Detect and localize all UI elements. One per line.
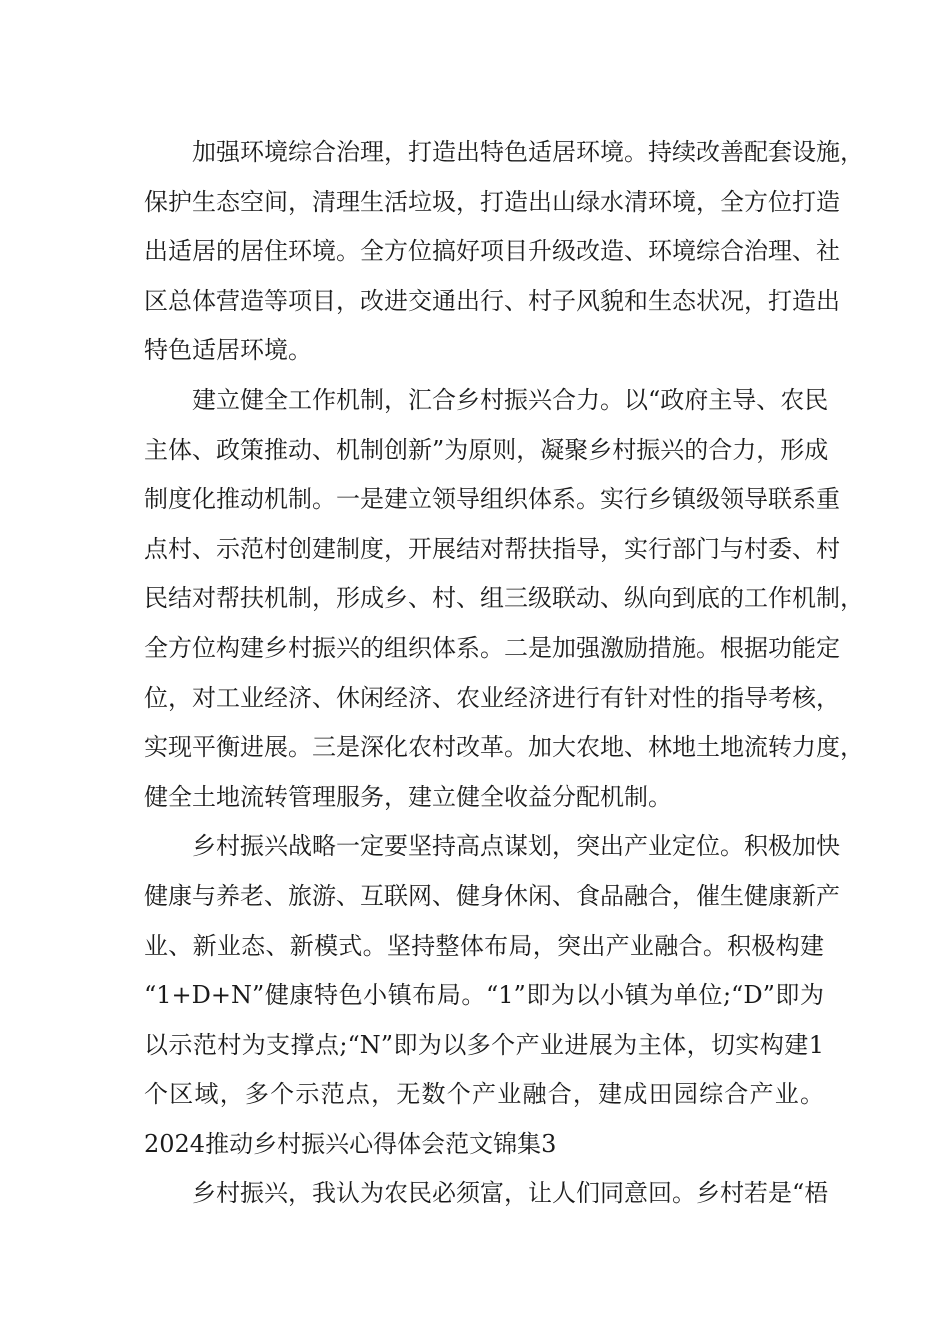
text-line: 民结对帮扶机制，形成乡、村、组三级联动、纵向到底的工作机制， [144, 584, 864, 613]
paragraph-industry-planning [144, 822, 840, 1120]
text-line: 乡村振兴战略一定要坚持高点谋划，突出产业定位。积极加快 [192, 832, 840, 861]
text-line: 加强环境综合治理，打造出特色适居环境。持续改善配套设施， [192, 138, 864, 166]
text-line: 建立健全工作机制，汇合乡村振兴合力。以“政府主导、农民 [192, 385, 829, 414]
text-line: 位，对工业经济、休闲经济、农业经济进行有针对性的指导考核， [144, 683, 840, 712]
text-line: 主体、政策推动、机制创新”为原则，凝聚乡村振兴的合力，形成 [144, 435, 829, 464]
text-line: 出适居的居住环境。全方位搞好项目升级改造、环境综合治理、社 [144, 237, 840, 266]
text-line: 业、新业态、新模式。坚持整体布局，突出产业融合。积极构建 [144, 931, 824, 960]
text-line: 健全土地流转管理服务，建立健全收益分配机制。 [144, 782, 672, 811]
paragraph-farmers-prosper [144, 1169, 829, 1219]
text-line: 个区域，多个示范点，无数个产业融合，建成田园综合产业。 [144, 1080, 824, 1109]
text-line: 点村、示范村创建制度，开展结对帮扶指导，实行部门与村委、村 [144, 534, 840, 563]
text-line: “1+D+N”健康特色小镇布局。“1”即为以小镇为单位;“D”即为 [144, 981, 824, 1010]
text-line: 实现平衡进展。三是深化农村改革。加大农地、林地土地流转力度， [144, 733, 864, 762]
paragraph-environment [144, 128, 864, 376]
text-line: 区总体营造等项目，改进交通出行、村子风貌和生态状况，打造出 [144, 286, 840, 315]
text-line: 保护生态空间，清理生活垃圾，打造出山绿水清环境，全方位打造 [144, 187, 840, 216]
section-heading: 2024推动乡村振兴心得体会范文锦集3 [144, 1129, 557, 1158]
text-line: 制度化推动机制。一是建立领导组织体系。实行乡镇级领导联系重 [144, 485, 840, 514]
text-line: 特色适居环境。 [144, 336, 312, 365]
text-line: 全方位构建乡村振兴的组织体系。二是加强激励措施。根据功能定 [144, 633, 840, 662]
paragraph-work-mechanism [144, 376, 864, 822]
text-line: 以示范村为支撑点;“N”即为以多个产业进展为主体，切实构建1 [144, 1030, 824, 1059]
text-line: 乡村振兴，我认为农民必须富，让人们同意回。乡村若是“梧 [192, 1179, 829, 1208]
document-body [144, 128, 864, 1219]
text-line: 健康与养老、旅游、互联网、健身休闲、食品融合，催生健康新产 [144, 881, 840, 910]
